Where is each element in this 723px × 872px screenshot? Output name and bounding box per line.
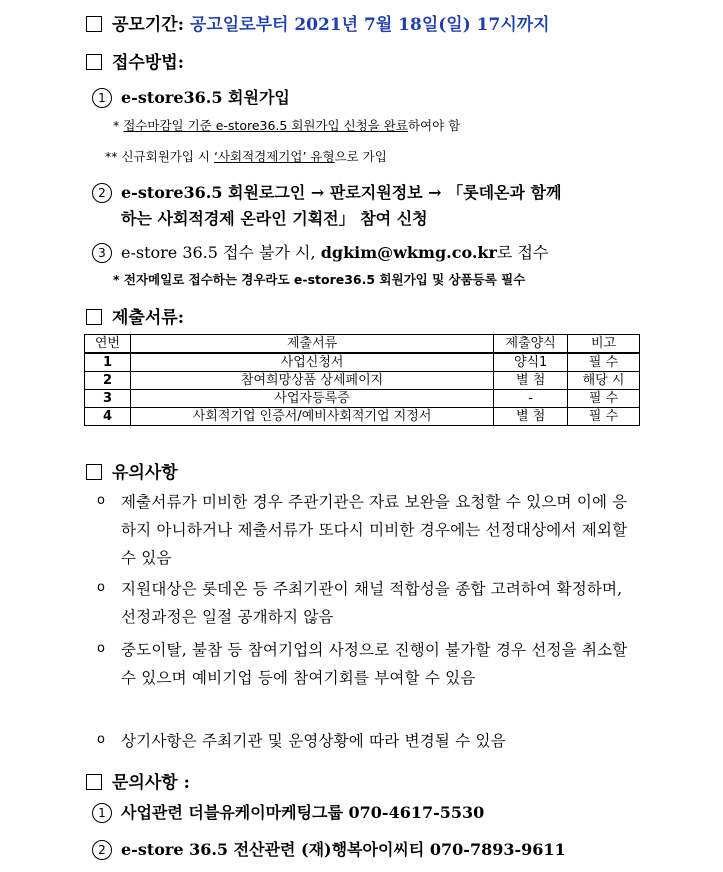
period-value: 공고일로부터 2021년 7월 18일(일) 17시까지 — [189, 15, 550, 35]
table-row — [85, 390, 640, 408]
bullet-icon: o — [97, 732, 105, 747]
method-item-1-text: e-store36.5 회원가입 — [121, 88, 290, 107]
notice-item-3: 중도이탈, 불참 등 참여기업의 사정으로 진행이 불가할 경우 선정을 취소할 수 있으며 예비기업 등에 참여기회를 부여할 수 있음 — [121, 641, 628, 687]
checkbox-square-icon — [86, 464, 102, 480]
circled-number-icon: 3 — [92, 243, 112, 263]
contact-label: 문의사항 : — [112, 773, 190, 793]
checkbox-square-icon — [86, 309, 102, 325]
document-note: 필 수 — [568, 353, 640, 372]
bullet-icon: o — [97, 493, 105, 508]
column-header: 제출양식 — [494, 335, 568, 354]
checkbox-square-icon — [86, 54, 102, 70]
contact-heading — [86, 768, 190, 793]
row-number: 3 — [85, 390, 131, 408]
notice-item-2: 지원대상은 롯데온 등 주최기관이 채널 적합성을 종합 고려하여 확정하며, 선정과정은 일절 공개하지 않음 — [121, 580, 623, 626]
document-name: 사회적기업 인증서/예비사회적기업 지정서 — [130, 408, 493, 426]
document-form: - — [494, 390, 568, 408]
period-line — [86, 10, 550, 35]
row-number: 1 — [85, 353, 131, 372]
column-header: 연번 — [85, 335, 131, 354]
documents-label: 제출서류: — [112, 308, 184, 328]
table-row — [85, 408, 640, 426]
document-name: 사업신청서 — [130, 353, 493, 372]
note-underlined: 접수마감일 기준 e-store36.5 회원가입 신청을 완료 — [123, 118, 408, 133]
row-number: 2 — [85, 372, 131, 390]
method-label: 접수방법: — [112, 53, 184, 73]
circled-number-icon: 1 — [92, 803, 112, 823]
circled-number-icon: 1 — [92, 88, 112, 108]
method-item-1-note-1: * 접수마감일 기준 e-store36.5 회원가입 신청을 완료하여야 함 — [113, 118, 461, 133]
documents-table — [84, 334, 640, 426]
note-underlined: ‘사회적경제기업’ 유형 — [213, 149, 335, 164]
column-header: 제출서류 — [130, 335, 493, 354]
checkbox-square-icon — [86, 16, 102, 32]
table-row — [85, 353, 640, 372]
notice-item-1: 제출서류가 미비한 경우 주관기관은 자료 보완을 요청할 수 있으며 이에 응하지 아니하거나 제출서류가 또다시 미비한 경우에는 선정대상에서 제외할 수 있음 — [121, 493, 628, 567]
document-form: 별 첨 — [494, 372, 568, 390]
document-note: 필 수 — [568, 390, 640, 408]
table-header-row — [85, 335, 640, 354]
notice-item-4: 상기사항은 주최기관 및 운영상황에 따라 변경될 수 있음 — [121, 732, 506, 750]
contact-item-1 — [92, 800, 484, 823]
method-item-1-note-2: ** 신규회원가입 시 ‘사회적경제기업’ 유형으로 가입 — [105, 149, 387, 164]
contact-item-2 — [92, 837, 566, 860]
contact-item-2-text: e-store 36.5 전산관련 (재)행복아이씨티 070-7893-9611 — [121, 840, 566, 859]
method-item-3-note: * 전자메일로 접수하는 경우라도 e-store36.5 회원가입 및 상품등록 필수 — [113, 272, 526, 287]
contact-email: dgkim@wkmg.co.kr — [320, 243, 497, 262]
method-item-1 — [92, 85, 290, 108]
bullet-icon: o — [97, 641, 105, 656]
method-item-3: 3 e-store 36.5 접수 불가 시, dgkim@wkmg.co.kr로 접수 — [92, 240, 548, 263]
document-note: 필 수 — [568, 408, 640, 426]
notice-heading — [86, 458, 178, 483]
method-item-2 — [92, 180, 561, 203]
circled-number-icon: 2 — [92, 840, 112, 860]
table-row — [85, 372, 640, 390]
document-name: 참여희망상품 상세페이지 — [130, 372, 493, 390]
period-label: 공모기간: — [112, 15, 184, 35]
notice-label: 유의사항 — [112, 463, 178, 483]
documents-heading — [86, 303, 184, 328]
circled-number-icon: 2 — [92, 183, 112, 203]
method-heading — [86, 48, 184, 73]
document-form: 별 첨 — [494, 408, 568, 426]
column-header: 비고 — [568, 335, 640, 354]
method-item-2-line-2: 하는 사회적경제 온라인 기획전」 참여 신청 — [121, 209, 428, 228]
document-form: 양식1 — [494, 353, 568, 372]
document-note: 해당 시 — [568, 372, 640, 390]
document-name: 사업자등록증 — [130, 390, 493, 408]
contact-item-1-text: 사업관련 더블유케이마케팅그룹 070-4617-5530 — [121, 803, 485, 822]
method-item-2-line-1: e-store36.5 회원로그인 → 판로지원정보 → 「롯데온과 함께 — [121, 183, 562, 202]
row-number: 4 — [85, 408, 131, 426]
checkbox-square-icon — [86, 774, 102, 790]
bullet-icon: o — [97, 580, 105, 595]
